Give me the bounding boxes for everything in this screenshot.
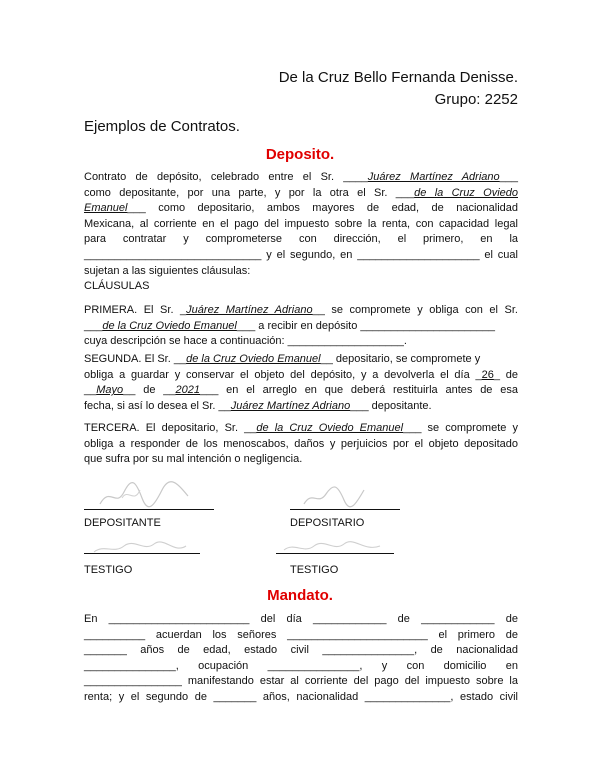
primera-line-1: PRIMERA. El Sr. _Juárez Martínez Adriano__ se compromete y obliga con el Sr.: [84, 304, 518, 316]
group-label: Grupo: 2252: [434, 91, 518, 108]
clausulas-label: CLÁUSULAS: [84, 280, 150, 292]
mandato-line-2: __________ acuerdan los señores _______________________ el primero de: [84, 628, 518, 641]
deposito-heading: Deposito.: [265, 146, 335, 163]
clause-segunda: [84, 352, 518, 414]
mandato-line-3: _______ años de edad, estado civil _______________, de nacionalidad: [84, 644, 518, 657]
mandato-heading: Mandato.: [267, 587, 333, 604]
tercera-line-2: obliga a responder de los menoscabos, daños y perjuicios por el objeto depositado: [84, 437, 518, 450]
primera-line-2: ___de la Cruz Oviedo Emanuel___ a recibir en depósito ______________________: [84, 319, 495, 332]
intro-line-7: sujetan a las siguientes cláusulas:: [84, 264, 251, 277]
depositante-signature-line: [84, 509, 214, 510]
testigo2-signature-line: [276, 553, 394, 554]
clause-primera: [84, 303, 518, 350]
tercera-line-3: que sufra por su mal intención o negligencia.: [84, 453, 303, 466]
depositante-signature-scribble: [92, 478, 202, 510]
intro-line-5: para contratar y comprometerse con dirección, el primero, en la: [84, 233, 518, 246]
testigo1-signature-line: [84, 553, 200, 554]
author-name: De la Cruz Bello Fernanda Denisse.: [278, 69, 518, 86]
mandato-line-6: renta; y el segundo de _______ años, nacionalidad ______________, estado civil: [84, 690, 518, 703]
segunda-line-2: obliga a guardar y conservar el objeto del depósito, y a devolverla el día _26_ de: [84, 368, 518, 381]
mandato-line-5: ________________ manifestando estar al corriente del pago del impuesto sobre la: [84, 675, 518, 688]
segunda-line-3: __Mayo__ de __2021___ en el arreglo en que deberá restituirla antes de esa: [84, 384, 518, 397]
primera-line-3: cuya descripción se hace a continuación: ___________________.: [84, 335, 407, 348]
segunda-line-4: fecha, si así lo desea el Sr. __Juárez Martínez Adriano___ depositante.: [84, 399, 432, 412]
testigo1-label: TESTIGO: [84, 564, 133, 576]
intro-line-6: _____________________________ y el segundo, en ____________________ el cual: [84, 248, 518, 261]
testigo2-signature-scribble: [280, 538, 390, 558]
document-title: Ejemplos de Contratos.: [84, 118, 240, 135]
mandato-line-4: _______________, ocupación _______________, y con domicilio en: [84, 659, 518, 672]
testigo2-label: TESTIGO: [290, 564, 339, 576]
intro-line-3: Emanuel___ como depositario, ambos mayores de edad, de nacionalidad: [84, 202, 518, 215]
mandato-body: [84, 612, 518, 706]
depositario-signature-scribble: [298, 480, 378, 510]
depositante-label: DEPOSITANTE: [84, 517, 161, 529]
clause-tercera: [84, 421, 518, 468]
intro-line-1: Contrato de depósito, celebrado entre el Sr. ____Juárez Martínez Adriano___: [84, 171, 518, 183]
depositario-signature-line: [290, 509, 400, 510]
deposito-intro: [84, 170, 518, 279]
mandato-line-1: En _______________________ del día ____________ de ____________ de: [84, 613, 518, 625]
depositario-label: DEPOSITARIO: [290, 517, 365, 529]
intro-line-4: Mexicana, al corriente en el pago del impuesto sobre la renta, con capacidad legal: [84, 217, 518, 230]
intro-line-2: como depositante, por una parte, y por la otra el Sr. ___de la Cruz Oviedo: [84, 186, 518, 199]
segunda-line-1: SEGUNDA. El Sr. __de la Cruz Oviedo Emanuel__ depositario, se compromete y: [84, 353, 481, 365]
testigo1-signature-scribble: [90, 538, 200, 558]
tercera-line-1: TERCERA. El depositario, Sr. __de la Cruz Oviedo Emanuel___ se compromete y: [84, 422, 518, 434]
